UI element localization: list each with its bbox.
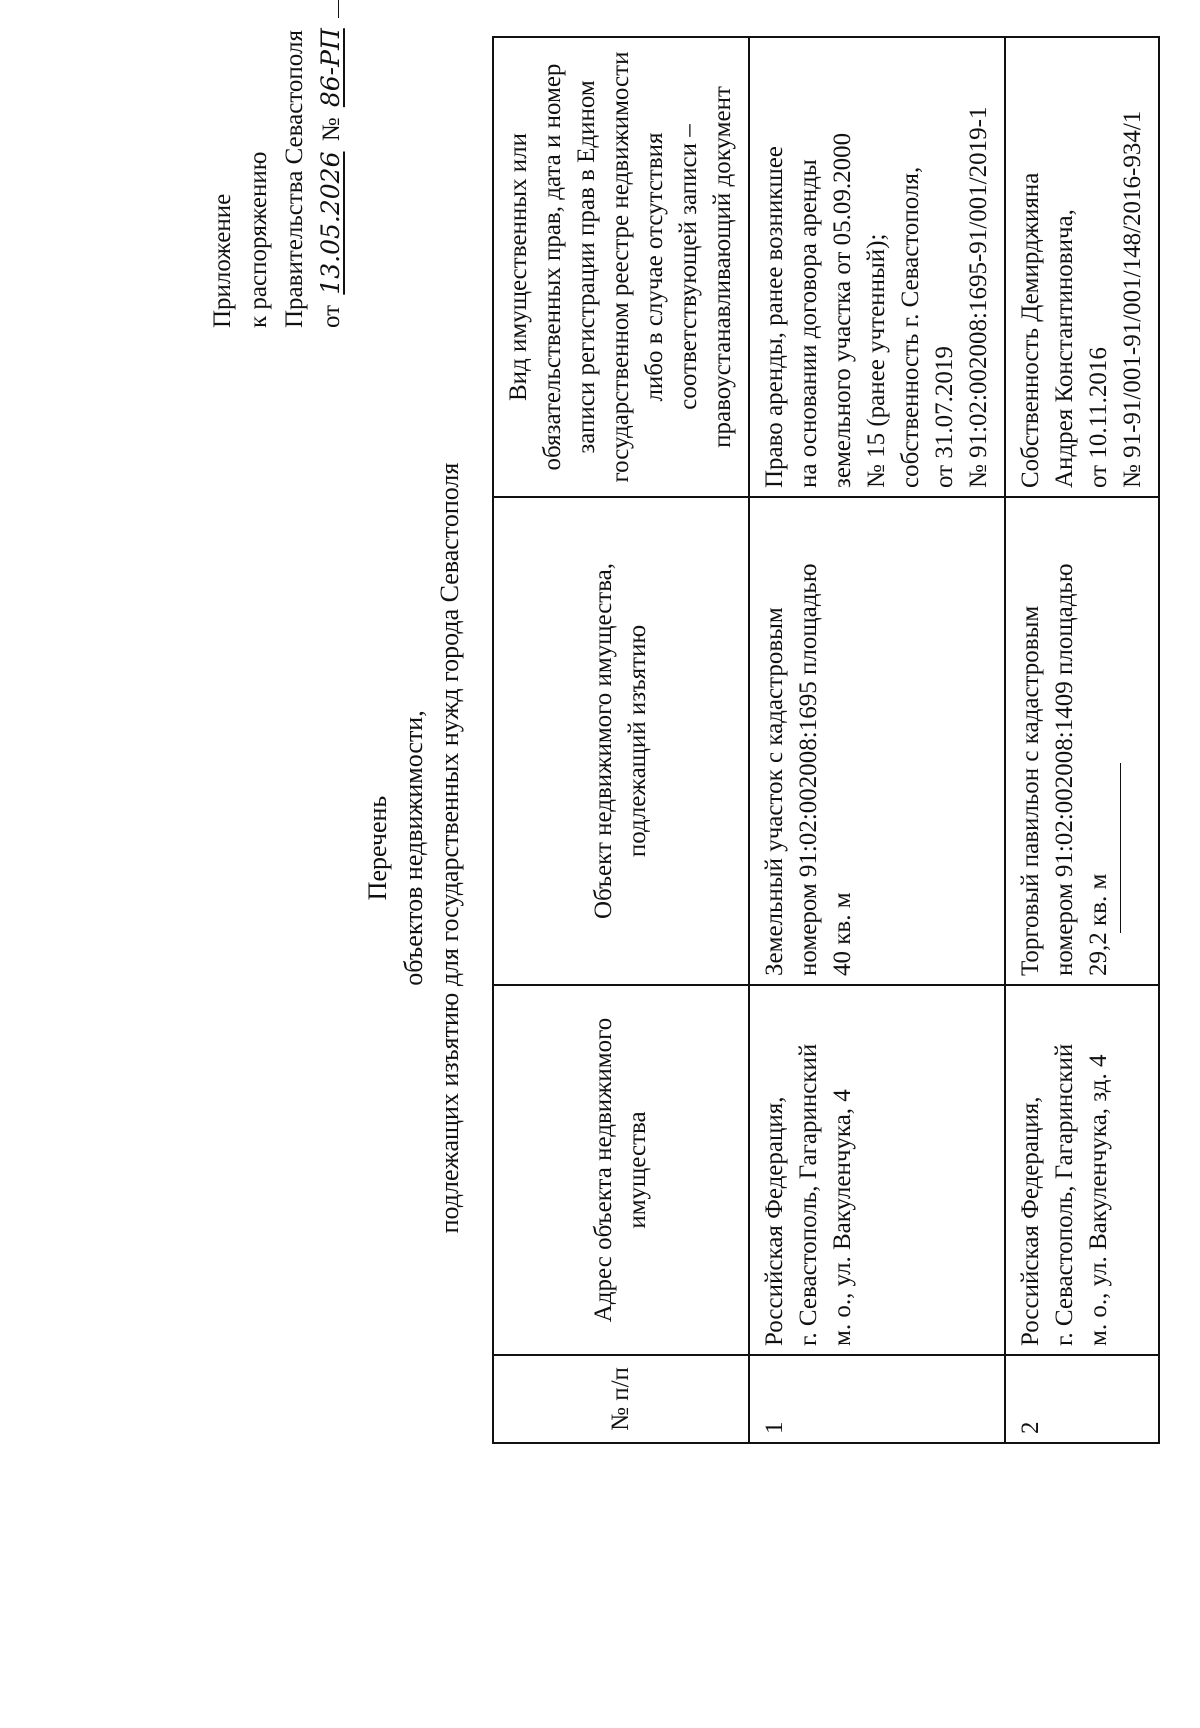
property-table — [492, 36, 1160, 1444]
row-address: Российская Федерация, г. Севастополь, Гагаринский м. о., ул. Вакуленчука, зд. 4 — [1005, 985, 1159, 1355]
date-prefix: от — [318, 304, 345, 328]
row-object: Торговый павильон с кадастровым номером 91:02:002008:1409 площадью 29,2 кв. м — [1005, 497, 1159, 985]
row-rights: Право аренды, ранее возникшее на основании договора аренды земельного участка от 05.09.2000 № 15 (ранее учтенный); собственность г. Севастополя, от 31.07.2019 № 91:02:002008:1695-91/001/2019-1 — [749, 37, 1005, 497]
title-line-2: объектов недвижимости, — [399, 710, 428, 986]
document-title — [360, 398, 468, 1298]
row-num: 2 — [1005, 1355, 1159, 1443]
appendix-block — [205, 0, 350, 328]
table-header-row — [493, 37, 749, 1443]
row-address: Российская Федерация, г. Севастополь, Гагаринский м. о., ул. Вакуленчука, 4 — [749, 985, 1005, 1355]
row-object: Земельный участок с кадастровым номером 91:02:002008:1695 площадью 40 кв. м — [749, 497, 1005, 985]
end-divider — [1120, 763, 1121, 933]
appendix-date-line — [313, 0, 350, 328]
table-row — [749, 37, 1005, 1443]
header-num: № п/п — [493, 1355, 749, 1443]
header-rights: Вид имущественных или обязательственных прав, дата и номер записи регистрации прав в Едином государственном реестре недвижимости либо в случае отсутствия соответствующей записи – правоустанавливающий документ — [493, 37, 749, 497]
title-line-3: подлежащих изъятию для государственных нужд города Севастополя — [435, 462, 464, 1234]
header-address: Адрес объекта недвижимого имущества — [493, 985, 749, 1355]
appendix-line-3: Правительства Севастополя — [281, 30, 308, 328]
table-row — [1005, 37, 1159, 1443]
number-prefix: № — [318, 117, 345, 142]
handwritten-date: 13.05.2026 — [316, 151, 345, 295]
row-rights: Собственность Демирджияна Андрея Константиновича, от 10.11.2016 № 91-91/001-91/001/148/2016-934/1 — [1005, 37, 1159, 497]
appendix-line-1: Приложение — [209, 193, 236, 328]
signature-underline — [338, 0, 339, 18]
handwritten-number: 86-РП — [316, 28, 345, 108]
header-object: Объект недвижимого имущества, подлежащий изъятию — [493, 497, 749, 985]
title-line-1: Перечень — [363, 795, 392, 901]
row-num: 1 — [749, 1355, 1005, 1443]
appendix-line-2: к распоряжению — [245, 151, 272, 328]
